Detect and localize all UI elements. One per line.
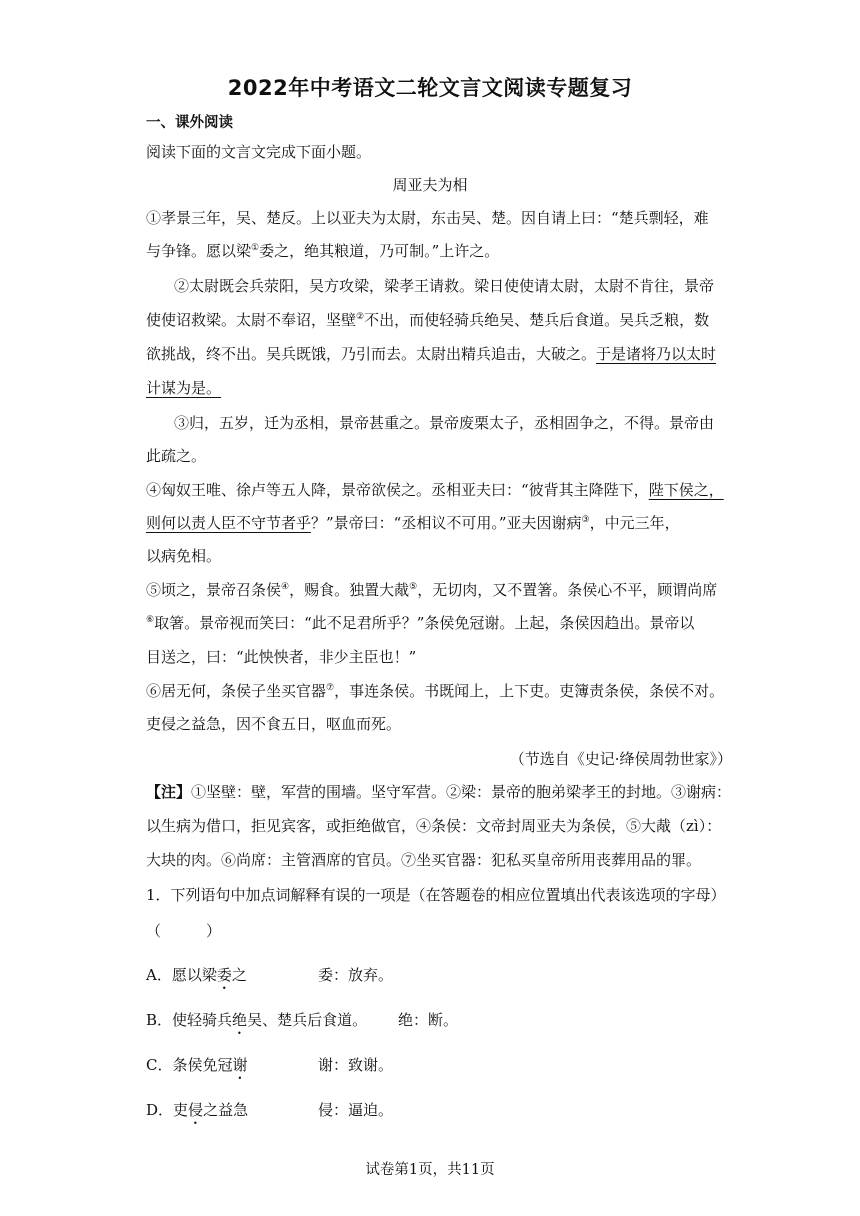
option-c: C．条侯免冠谢 [146,1056,248,1074]
paragraph-5-line-1: ⑤顷之，景帝召条侯④，赐食。独置大胾⑤，无切肉，又不置箸。条侯心不平，顾谓尚席 [146,581,718,599]
passage-title: 周亚夫为相 [392,176,468,194]
question-1-stem: 1．下列语句中加点词解释有误的一项是（在答题卷的相应位置填出代表该选项的字母） [146,886,726,904]
dotted-word: 谢 [232,1056,248,1074]
paragraph-6-line-1: ⑥居无何，条侯子坐买官器⑦，事连条侯。书既闻上，上下吏。吏簿责条侯，条侯不对。 [146,682,725,700]
footnote-marker: ⑥ [146,615,155,625]
paragraph-1-line-2: 与争锋。愿以梁①委之，绝其粮道，乃可制。”上许之。 [146,242,500,260]
dotted-word: 侵 [188,1101,204,1119]
option-d-gloss: 侵：逼迫。 [318,1101,394,1119]
option-b: B．使轻骑兵绝吴、楚兵后食道。 [146,1011,368,1029]
footnote-marker: ⑦ [326,683,335,693]
paragraph-3-line-1: ③归，五岁，迁为丞相，景帝甚重之。景帝废栗太子，丞相固争之，不得。景帝由 [174,414,715,432]
dotted-word: 委 [216,966,232,984]
footnote-marker: ⑤ [409,582,418,592]
option-a: A．愿以梁委之 [146,966,247,984]
option-b-gloss: 绝：断。 [398,1011,459,1029]
paragraph-2-line-2: 使使诏救梁。太尉不奉诏，坚壁②不出，而使轻骑兵绝吴、楚兵后食道。吴兵乏粮，数 [146,311,710,329]
passage-source: （节选自《史记·绛侯周勃世家》） [509,750,732,768]
option-a-gloss: 委：放弃。 [318,966,394,984]
paragraph-2-line-1: ②太尉既会兵荥阳，吴方攻梁，梁孝王请救。梁日使使请太尉，太尉不肯往，景帝 [174,277,715,295]
document-title: 2022年中考语文二轮文言文阅读专题复习 [227,76,633,100]
notes-line-1: 【注】①坚壁：壁，军营的围墙。坚守军营。②梁：景帝的胞弟梁孝王的封地。③谢病： [146,783,732,801]
footnote-marker: ① [251,243,260,253]
paragraph-5-line-3: 目送之，曰：“此怏怏者，非少主臣也！” [146,648,417,666]
paragraph-2-line-3: 欲挑战，终不出。吴兵既饿，乃引而去。太尉出精兵追击，大破之。于是诸将乃以太时 [146,345,717,363]
paragraph-4-line-1: ④匈奴王唯、徐卢等五人降，景帝欲侯之。丞相亚夫曰：“彼背其主降陛下，陛下侯之， [146,481,724,499]
answer-blank: （ ） [146,922,222,940]
paragraph-4-line-2: 则何以责人臣不守节者乎？”景帝曰：“丞相议不可用。”亚夫因谢病③，中元三年， [146,514,680,532]
page-footer: 试卷第1页，共11页 [365,1162,495,1178]
footnote-marker: ④ [281,582,290,592]
underlined-sentence: 于是诸将乃以太时 [596,345,717,363]
notes-line-2: 以生病为借口，拒见宾客，或拒绝做官，④条侯：文帝封周亚夫为条侯，⑤大胾（zì）： [146,817,722,835]
paragraph-2-line-4 [146,378,221,398]
dotted-word: 绝 [232,1011,248,1029]
notes-line-3: 大块的肉。⑥尚席：主管酒席的官员。⑦坐买官器：犯私买皇帝所用丧葬用品的罪。 [146,851,702,869]
paragraph-3-line-2: 此疏之。 [146,447,207,465]
option-c-gloss: 谢：致谢。 [318,1056,394,1074]
option-d: D．吏侵之益急 [146,1101,249,1119]
paragraph-4-line-3: 以病免相。 [146,547,222,565]
paragraph-1-line-1: ①孝景三年，吴、楚反。上以亚夫为太尉，东击吴、楚。因自请上曰：“楚兵剽轻，难 [146,209,709,227]
paragraph-6-line-2: 吏侵之益急，因不食五日，呕血而死。 [146,715,402,733]
reading-instruction: 阅读下面的文言文完成下面小题。 [146,143,372,161]
underlined-sentence: 陛下侯之， [648,481,724,499]
footnote-marker: ③ [581,515,590,525]
paragraph-5-line-2: ⑥取箸。景帝视而笑曰：“此不足君所乎？”条侯免冠谢。上起，条侯因趋出。景帝以 [146,614,695,632]
notes-label: 【注】 [146,783,192,801]
underlined-sentence-end: 计谋为是。 [146,379,222,397]
footnote-marker: ② [356,312,365,322]
underlined-sentence-end: 则何以责人臣不守节者乎 [146,514,312,532]
section-heading: 一、课外阅读 [146,115,233,131]
